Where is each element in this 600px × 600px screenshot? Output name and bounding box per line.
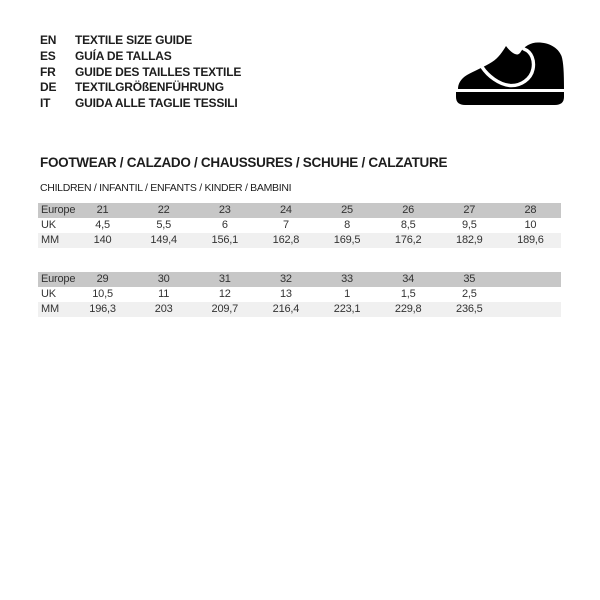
row-label: UK [41,219,56,231]
size-value: 12 [218,288,231,300]
size-value: 24 [280,204,292,216]
table-row-europe [38,272,561,287]
size-value [500,302,561,317]
language-title: GUIDA ALLE TAGLIE TESSILI [75,96,238,111]
size-value: 27 [463,204,476,216]
row-label: MM [41,303,59,315]
size-value: 2,5 [461,288,477,300]
language-code: EN [40,33,57,47]
language-code: FR [40,64,56,79]
row-label: MM [41,234,59,246]
size-value: 21 [96,204,109,216]
size-value [500,287,561,302]
size-value: 9,5 [461,219,477,231]
size-value: 140 [93,234,112,246]
size-value: 1,5 [400,288,416,300]
size-value: 229,8 [394,303,422,315]
row-label: Europe [41,204,76,216]
size-table-large-sizes [38,272,561,317]
language-row-de [40,80,241,96]
size-value: 176,2 [394,234,422,246]
language-row-fr [40,65,241,81]
size-value: 22 [157,204,170,216]
size-value: 33 [341,273,353,285]
size-value: 196,3 [89,303,116,315]
size-value: 32 [280,273,292,285]
language-code: ES [40,48,56,63]
table-row-mm [38,233,561,248]
size-value: 4,5 [95,219,110,231]
language-title-list [40,33,241,112]
size-value: 8 [344,219,351,231]
size-value: 149,4 [150,234,177,246]
language-title: TEXTILE SIZE GUIDE [75,33,193,47]
size-value [500,272,561,287]
size-value: 162,8 [272,234,300,246]
row-label: Europe [41,273,76,285]
size-value: 6 [221,219,228,231]
section-title-footwear: FOOTWEAR / CALZADO / CHAUSSURES / SCHUHE / CALZATURE [40,155,448,170]
size-value: 28 [524,204,537,216]
size-value: 29 [96,273,109,285]
size-value: 13 [280,288,292,300]
size-value: 203 [154,303,173,315]
size-value: 30 [157,273,170,285]
size-value: 11 [158,288,170,300]
size-value: 26 [402,204,415,216]
language-title: TEXTILGRÖßENFÜHRUNG [75,80,224,95]
language-row-es [40,49,241,65]
row-label: UK [41,288,56,300]
size-value: 223,1 [333,303,361,315]
size-value: 34 [402,273,415,285]
size-value: 31 [218,273,231,285]
language-code: IT [40,96,51,111]
size-value: 25 [341,204,353,216]
size-value: 236,5 [456,303,483,315]
language-row-en [40,33,241,49]
size-value: 169,5 [333,234,361,246]
size-value: 8,5 [400,219,416,231]
size-table-small-sizes [38,203,561,248]
size-value: 216,4 [272,303,300,315]
size-value: 5,5 [156,219,172,231]
children-shoe-icon [452,37,568,107]
size-value: 156,1 [211,234,239,246]
table-row-uk [38,218,561,233]
table-row-mm [38,302,561,317]
language-row-it [40,96,241,112]
size-value: 10,5 [92,288,113,300]
size-value: 7 [282,219,289,231]
size-value: 1 [344,288,351,300]
language-code: DE [40,80,57,95]
table-row-uk [38,287,561,302]
size-value: 209,7 [211,303,239,315]
language-title: GUIDE DES TAILLES TEXTILE [75,64,242,79]
size-value: 189,6 [517,234,544,246]
language-title: GUÍA DE TALLAS [75,48,172,63]
size-value: 23 [218,204,231,216]
table-row-europe [38,203,561,218]
size-value: 182,9 [456,234,483,246]
section-subtitle-children: CHILDREN / INFANTIL / ENFANTS / KINDER / BAMBINI [40,182,292,194]
size-value: 10 [524,219,537,231]
size-value: 35 [463,273,476,285]
